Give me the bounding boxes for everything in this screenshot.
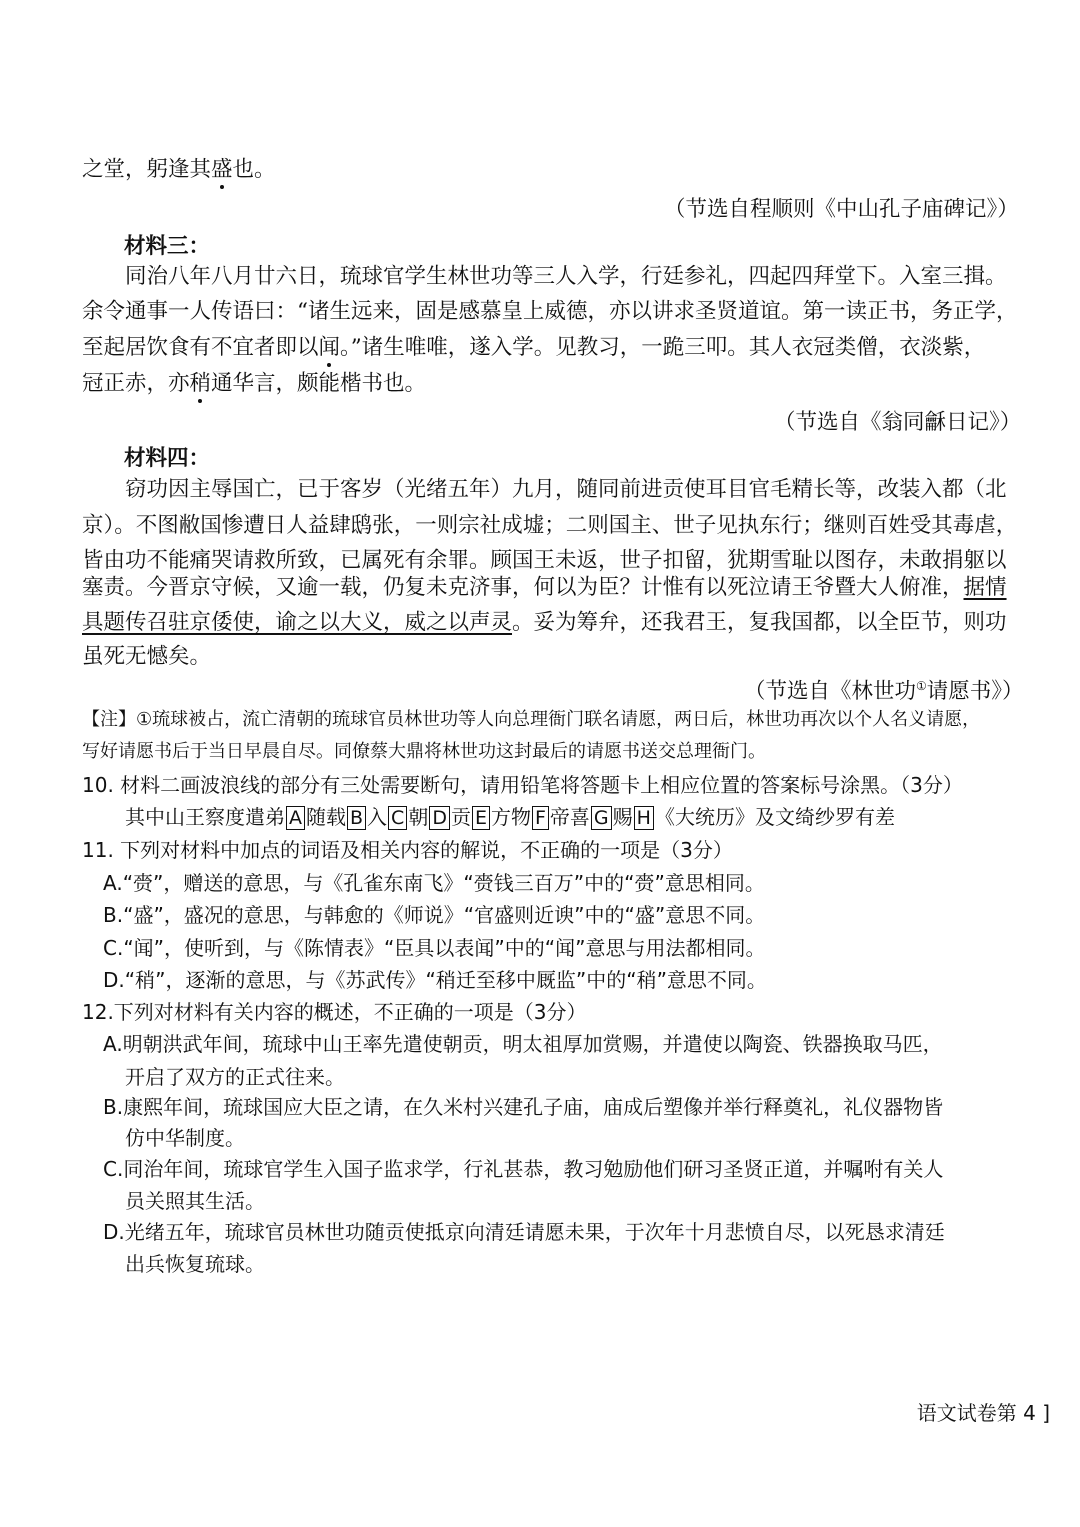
question-11-stem: 11. 下列对材料中加点的词语及相关内容的解说，不正确的一项是（3分）: [82, 838, 733, 862]
question-11-option-c[interactable]: C.“闻”，使听到，与《陈情表》“臣具以表闻”中的“闻”意思与用法都相同。: [103, 936, 766, 960]
question-11-option-a[interactable]: A.“赍”，赠送的意思，与《孔雀东南飞》“赍钱三百万”中的“赍”意思相同。: [103, 871, 765, 895]
question-11-option-b[interactable]: B.“盛”，盛况的意思，与韩愈的《师说》“官盛则近谀”中的“盛”意思不同。: [103, 903, 766, 927]
answer-box-d[interactable]: D: [429, 806, 450, 830]
note-line: 写好请愿书后于当日早晨自尽。同僚蔡大鼎将林世功这封最后的请愿书送交总理衙门。: [82, 741, 766, 762]
question-12-option-c-cont: 员关照其生活。: [125, 1189, 265, 1213]
material4-heading: 材料四：: [124, 446, 211, 471]
material3-line: 至起居饮食有不宜者即以闻。”诸生唯唯，遂入学。见教习，一跪三叩。其人衣冠类僧，衣淡紫，: [82, 335, 986, 360]
answer-box-b[interactable]: B: [347, 806, 366, 830]
answer-box-h[interactable]: H: [634, 806, 654, 830]
question-12-option-a-cont: 开启了双方的正式往来。: [125, 1065, 345, 1089]
material2-tail: 之堂，躬逢其盛也。: [82, 157, 276, 182]
question-12-option-c[interactable]: C.同治年间，琉球官学生入国子监求学，行礼甚恭，教习勉励他们研习圣贤正道，并嘱咐有关人: [103, 1157, 944, 1181]
question-11-option-d[interactable]: D.“稍”，逐渐的意思，与《苏武传》“稍迁至移中厩监”中的“稍”意思不同。: [103, 968, 767, 992]
dotted-char: 闻: [318, 335, 341, 360]
answer-box-c[interactable]: C: [388, 806, 407, 830]
material4-line: 窃功因主辱国亡，已于客岁（光绪五年）九月，随同前进贡使耳目官毛精长等，改装入都（北: [82, 477, 1007, 502]
material3-line: 余令通事一人传语曰：“诸生远来，固是感慕皇上威德，亦以讲求圣贤道谊。第一读正书，务正学，: [82, 299, 1018, 324]
material3-source: （节选自《翁同龢日记》）: [774, 410, 1022, 435]
answer-box-f[interactable]: F: [532, 806, 549, 830]
dotted-char: 盛: [211, 157, 233, 182]
material4-line: 虽死无憾矣。: [82, 644, 212, 669]
question-12-option-a[interactable]: A.明朝洪武年间，琉球中山王率先遣使朝贡，明太祖厚加赏赐，并遣使以陶瓷、铁器换取马匹，: [103, 1032, 943, 1056]
material2-source: （节选自程顺则《中山孔子庙碑记》）: [664, 197, 1019, 222]
material4-source: （节选自《林世功①请愿书》）: [744, 679, 1024, 705]
material3-heading: 材料三：: [124, 234, 211, 259]
material3-line: 冠正赤，亦稍通华言，颇能楷书也。: [82, 371, 427, 396]
question-12-option-b-cont: 仿中华制度。: [125, 1126, 245, 1150]
question-12-option-b[interactable]: B.康熙年间，琉球国应大臣之请，在久米村兴建孔子庙，庙成后塑像并举行释奠礼，礼仪器物皆: [103, 1095, 944, 1119]
question-12-stem: 12.下列对材料有关内容的概述，不正确的一项是（3分）: [82, 1000, 587, 1024]
material4-line: 具题传召驻京倭使，谕之以大义，威之以声灵。妥为筹弁，还我君王，复我国都，以全臣节，则功: [82, 610, 1007, 635]
question-10-stem: 10. 材料二画波浪线的部分有三处需要断句，请用铅笔将答题卡上相应位置的答案标号涂黑。（3分）: [82, 773, 963, 797]
material4-line: 皆由功不能痛哭请救所致，已属死有余罪。顾国王未返，世子扣留，犹期雪耻以图存，未敢捐躯以: [82, 548, 1007, 573]
underlined-text: 具题传召驻京倭使，谕之以大义，威之以声灵: [82, 610, 513, 635]
question-12-option-d-cont: 出兵恢复琉球。: [125, 1252, 265, 1276]
question-10-sentence: 其中山王察度遣弟 A 随载 B 入 C 朝 D 贡 E 方物 F 帝喜 G 赐 H 《大统历》及文绮纱罗有差: [125, 805, 895, 829]
underlined-text: 据情: [963, 575, 1007, 600]
answer-box-a[interactable]: A: [286, 806, 305, 830]
material4-line: 京）。不图敝国惨遭日人益肆鸱张，一则宗社成墟；二则国主、世子见执东行；继则百姓受其毒虐，: [82, 513, 1018, 538]
answer-box-g[interactable]: G: [591, 806, 612, 830]
answer-box-e[interactable]: E: [472, 806, 490, 830]
material3-line: 同治八年八月廿六日，琉球官学生林世功等三人入学，行廷参礼，四起四拜堂下。入室三揖。: [82, 264, 1007, 289]
dotted-char: 稍: [189, 371, 212, 396]
note-line: 【注】①琉球被占，流亡清朝的琉球官员林世功等人向总理衙门联名请愿，两日后，林世功再次以个人名义请愿，: [82, 709, 981, 730]
page-footer: 语文试卷第 4 ]: [916, 1401, 1050, 1425]
material4-line: 塞责。今晋京守候，又逾一载，仍复未克济事，何以为臣？计惟有以死泣请王爷暨大人俯准，据情: [82, 575, 1007, 600]
question-12-option-d[interactable]: D.光绪五年，琉球官员林世功随贡使抵京向清廷请愿未果，于次年十月悲愤自尽，以死恳求清廷: [103, 1220, 945, 1244]
